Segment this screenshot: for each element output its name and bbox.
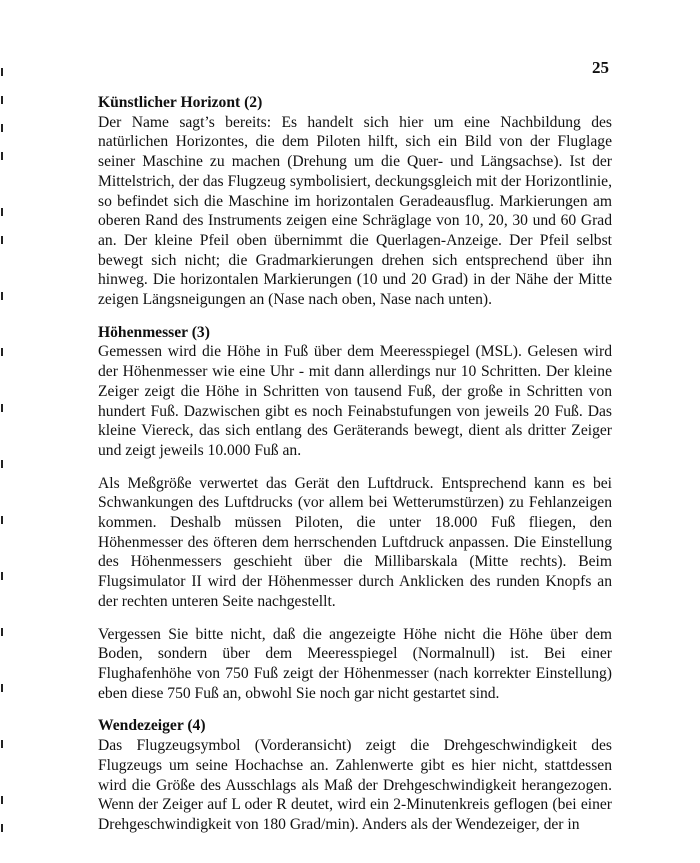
paragraph: Der Name sagt’s bereits: Es handelt sich hier um eine Nachbildung des natürlichen Horizontes, die dem Piloten hilft, sich ein Bild von der Fluglage seiner Maschine zu machen (Drehung um die Quer- und Längsachse). Ist der Mittelstrich, der das Flugzeug symbolisiert, deckungsgleich mit der Horizontlinie, so befindet sich die Maschine im horizontalen Geradeausflug. Markierungen am oberen Rand des Instruments zeigen eine Schräglage von 10, 20, 30 und 60 Grad an. Der kleine Pfeil oben übernimmt die Querlagen-Anzeige. Der Pfeil selbst bewegt sich nicht; die Gradmarkierungen drehen sich entsprechend über ihn hinweg. Die horizontalen Markierungen (10 und 20 Grad) in der Nähe der Mitte zeigen Längsneigungen an (Nase nach oben, Nase nach unten).	[98, 113, 612, 309]
paragraph: Gemessen wird die Höhe in Fuß über dem Meeresspiegel (MSL). Gelesen wird der Höhenmesser wie eine Uhr - mit dann allerdings nur 10 Schritten. Der kleine Zeiger zeigt die Höhe in Schritten von tausend Fuß, der große in Schritten von hundert Fuß. Dazwischen gibt es noch Feinabstufungen von jeweils 20 Fuß. Das kleine Viereck, das sich entlang des Geräterands bewegt, dient als dritter Zeiger und zeigt jeweils 10.000 Fuß an.	[98, 343, 612, 459]
section-hoehenmesser	[98, 323, 612, 461]
binding-edge-marks	[0, 0, 6, 863]
section-heading: Künstlicher Horizont (2)	[98, 94, 263, 111]
page-body	[98, 93, 612, 848]
section-wendezeiger	[98, 716, 612, 834]
section-heading: Höhenmesser (3)	[98, 323, 210, 341]
paragraph: Das Flugzeugsymbol (Vorderansicht) zeigt die Drehgeschwindigkeit des Flugzeugs um seine Hochachse an. Zahlenwerte gibt es hier nicht, stattdessen wird die Größe des Ausschlags als Maß der Drehgeschwindigkeit herangezogen. Wenn der Zeiger auf L oder R deutet, wird ein 2-Minutenkreis geflogen (bei einer Drehgeschwindigkeit von 180 Grad/min). Anders als der Wendezeiger, der in	[98, 737, 612, 833]
section-luftdruck	[98, 474, 612, 612]
paragraph: Vergessen Sie bitte nicht, daß die angezeigte Höhe nicht die Höhe über dem Boden, sondern über dem Meeresspiegel (Normalnull) ist. Bei einer Flughafenhöhe von 750 Fuß zeigt der Höhenmesser (nach korrekter Einstellung) eben diese 750 Fuß an, obwohl Sie noch gar nicht gestartet sind.	[98, 625, 612, 702]
section-heading: Wendezeiger (4)	[98, 717, 206, 735]
section-kuenstlicher-horizont	[98, 93, 612, 310]
page-number: 25	[592, 58, 609, 77]
paragraph: Als Meßgröße verwertet das Gerät den Luftdruck. Entsprechend kann es bei Schwankungen des Luftdrucks (vor allem bei Wetterumstürzen) zu Fehlanzeigen kommen. Deshalb müssen Piloten, die unter 18.000 Fuß fliegen, den Höhenmesser des öfteren dem herrschenden Luftdruck anpassen. Die Einstellung des Höhenmessers geschieht über die Millibarskala (Mitte rechts). Beim Flugsimulator II wird der Höhenmesser durch Anklicken des runden Knopfs an der rechten unteren Seite nachgestellt.	[98, 474, 612, 610]
section-meeresspiegel	[98, 625, 612, 704]
